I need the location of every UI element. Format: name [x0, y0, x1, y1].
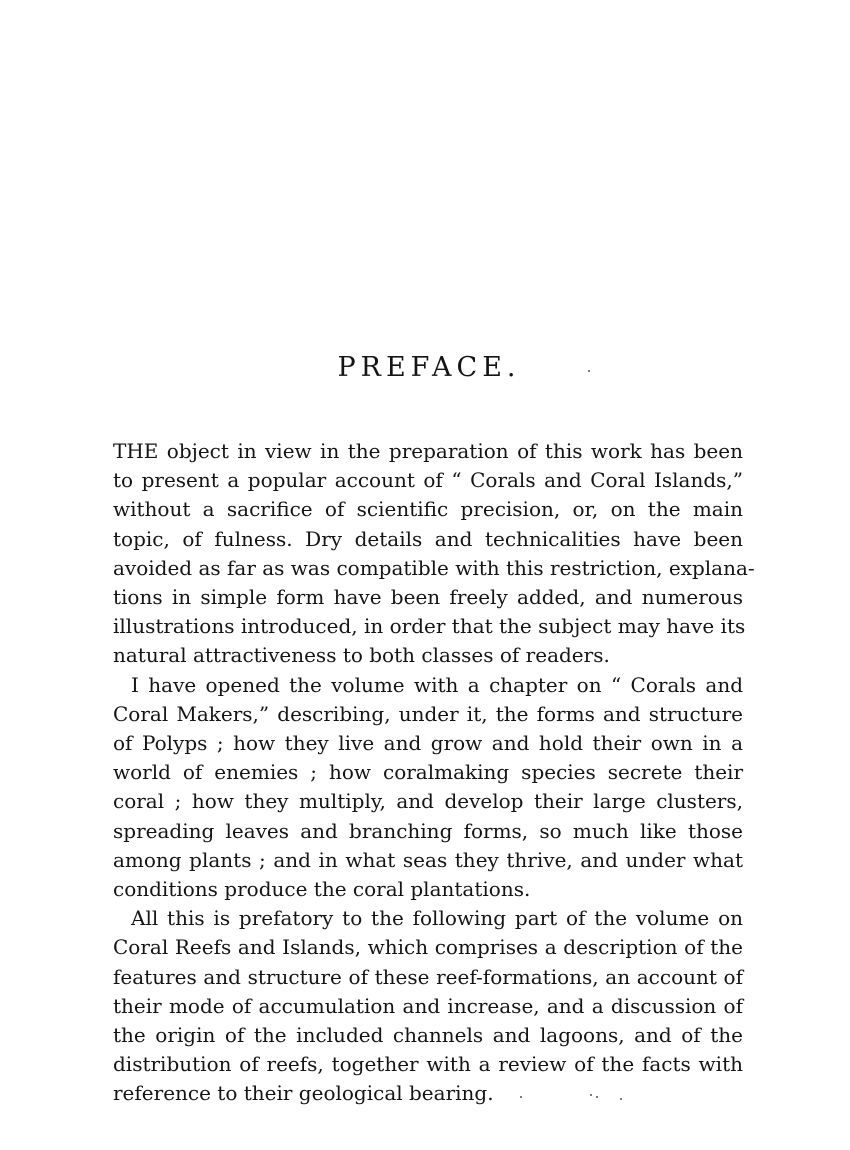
text-line: Coral Reefs and Islands, which comprises a description of the — [113, 935, 743, 960]
text-line: reference to their geological bearing. — [113, 1081, 494, 1106]
text-line: All this is prefatory to the following part of the volume on — [131, 906, 743, 931]
text-line: avoided as far as was compatible with this restriction, explana- — [113, 555, 755, 580]
paragraph-2 — [113, 671, 743, 905]
text-line: THE object in view in the preparation of this work has been — [113, 439, 743, 463]
text-line: among plants ; and in what seas they thrive, and under what — [113, 847, 743, 872]
text-line: natural attractiveness to both classes of readers. — [113, 643, 610, 668]
text-line: their mode of accumulation and increase, and a discussion of — [113, 993, 743, 1018]
text-line: tions in simple form have been freely added, and numerous — [113, 585, 743, 610]
print-speck — [620, 1098, 622, 1100]
text-line: world of enemies ; how coralmaking species secrete their — [113, 760, 743, 785]
text-line: spreading leaves and branching forms, so much like those — [113, 818, 743, 843]
text-line: the origin of the included channels and lagoons, and of the — [113, 1023, 743, 1048]
text-line: Coral Makers,” describing, under it, the forms and structure — [113, 701, 743, 726]
preface-body — [113, 437, 755, 1109]
text-line: without a sacrifice of scientific precision, or, on the main — [113, 497, 743, 522]
text-line: I have opened the volume with a chapter on “ Corals and — [131, 672, 743, 697]
text-line: features and structure of these reef-formations, an account of — [113, 964, 743, 989]
print-speck — [588, 370, 590, 372]
text-line: to present a popular account of “ Corals and Coral Islands,” — [113, 468, 743, 493]
text-line: conditions produce the coral plantations. — [113, 877, 531, 902]
paragraph-1 — [113, 437, 755, 671]
text-line: distribution of reefs, together with a review of the facts with — [113, 1052, 743, 1077]
print-speck — [590, 1094, 592, 1096]
print-speck — [596, 1096, 598, 1098]
print-speck — [520, 1096, 522, 1098]
text-line: illustrations introduced, in order that the subject may have its — [113, 614, 746, 639]
text-line: of Polyps ; how they live and grow and hold their own in a — [113, 731, 743, 756]
text-line: coral ; how they multiply, and develop their large clusters, — [113, 789, 743, 814]
page-title: PREFACE. — [337, 352, 521, 383]
paragraph-3 — [113, 904, 743, 1108]
text-line: topic, of fulness. Dry details and technicalities have been — [113, 526, 743, 551]
